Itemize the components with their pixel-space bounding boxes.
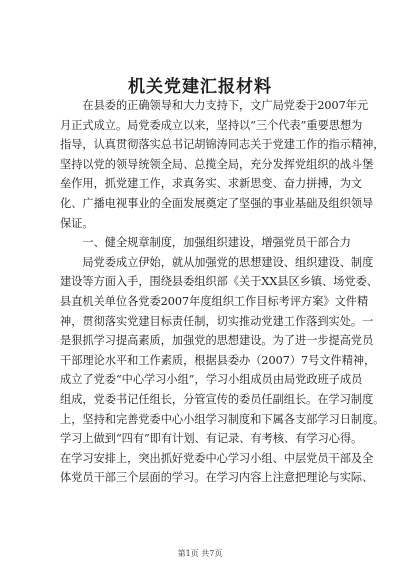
text-line: 成立了党委“中心学习小组”，学习小组成员由局党政班子成员: [60, 373, 363, 387]
page-number: 第1页 共7页: [177, 549, 223, 558]
text-line: 坚持以党的领导统领全局、总揽全局，充分发挥党组织的战斗堡: [60, 157, 374, 171]
text-line: 建设等方面入手，围绕县委组织部《关于XX县区乡镇、场党委、: [60, 275, 378, 289]
text-line: 一、健全规章制度，加强组织建设，增强党员干部合力: [60, 236, 351, 250]
text-line: 指导，认真贯彻落实总书记胡锦涛同志关于党建工作的指示精神，: [60, 138, 385, 152]
text-line: 在县委的正确领导和大力支持下，文广局党委于2007年元: [60, 99, 369, 112]
text-line: 县直机关单位各党委2007年度组织工作目标考评方案》文件精: [60, 294, 369, 308]
document-title: 机关党建汇报材料: [128, 77, 272, 97]
text-line: 组成，党委书记任组长，分管宣传的委员任副组长。在学习制度: [60, 392, 374, 406]
text-line: 保证。: [60, 216, 94, 230]
text-line: 学习上做到“四有”即有计划、有记录、有考核、有学习心得。: [60, 432, 363, 446]
text-line: 月正式成立。局党委成立以来，坚持以“三个代表”重要思想为: [60, 118, 363, 132]
text-line: 是狠抓学习提高素质，加强党的思想建设。为了进一步提高党员: [60, 334, 374, 348]
text-line: 神，贯彻落实党建目标责任制，切实推动党建工作落到实处。一: [60, 314, 374, 328]
text-line: 干部理论水平和工作素质，根据县委办（2007）7号文件精神，: [60, 353, 376, 367]
text-line: 局党委成立伊始，就从加强党的思想建设、组织建设、制度: [60, 255, 374, 269]
text-line: 上，坚持和完善党委中心小组学习制度和下属各支部学习日制度。: [60, 412, 385, 426]
text-line: 化、广播电视事业的全面发展奠定了坚强的事业基础及组织领导: [60, 196, 374, 210]
text-line: 在学习安排上，突出抓好党委中心学习小组、中层党员干部及全: [60, 451, 374, 465]
text-line: 体党员干部三个层面的学习。在学习内容上注意把理论与实际、: [60, 471, 374, 485]
document-body: [60, 96, 385, 488]
text-line: 垒作用，抓党建工作，求真务实、求新思变、奋力拼搏，为文: [60, 177, 363, 191]
